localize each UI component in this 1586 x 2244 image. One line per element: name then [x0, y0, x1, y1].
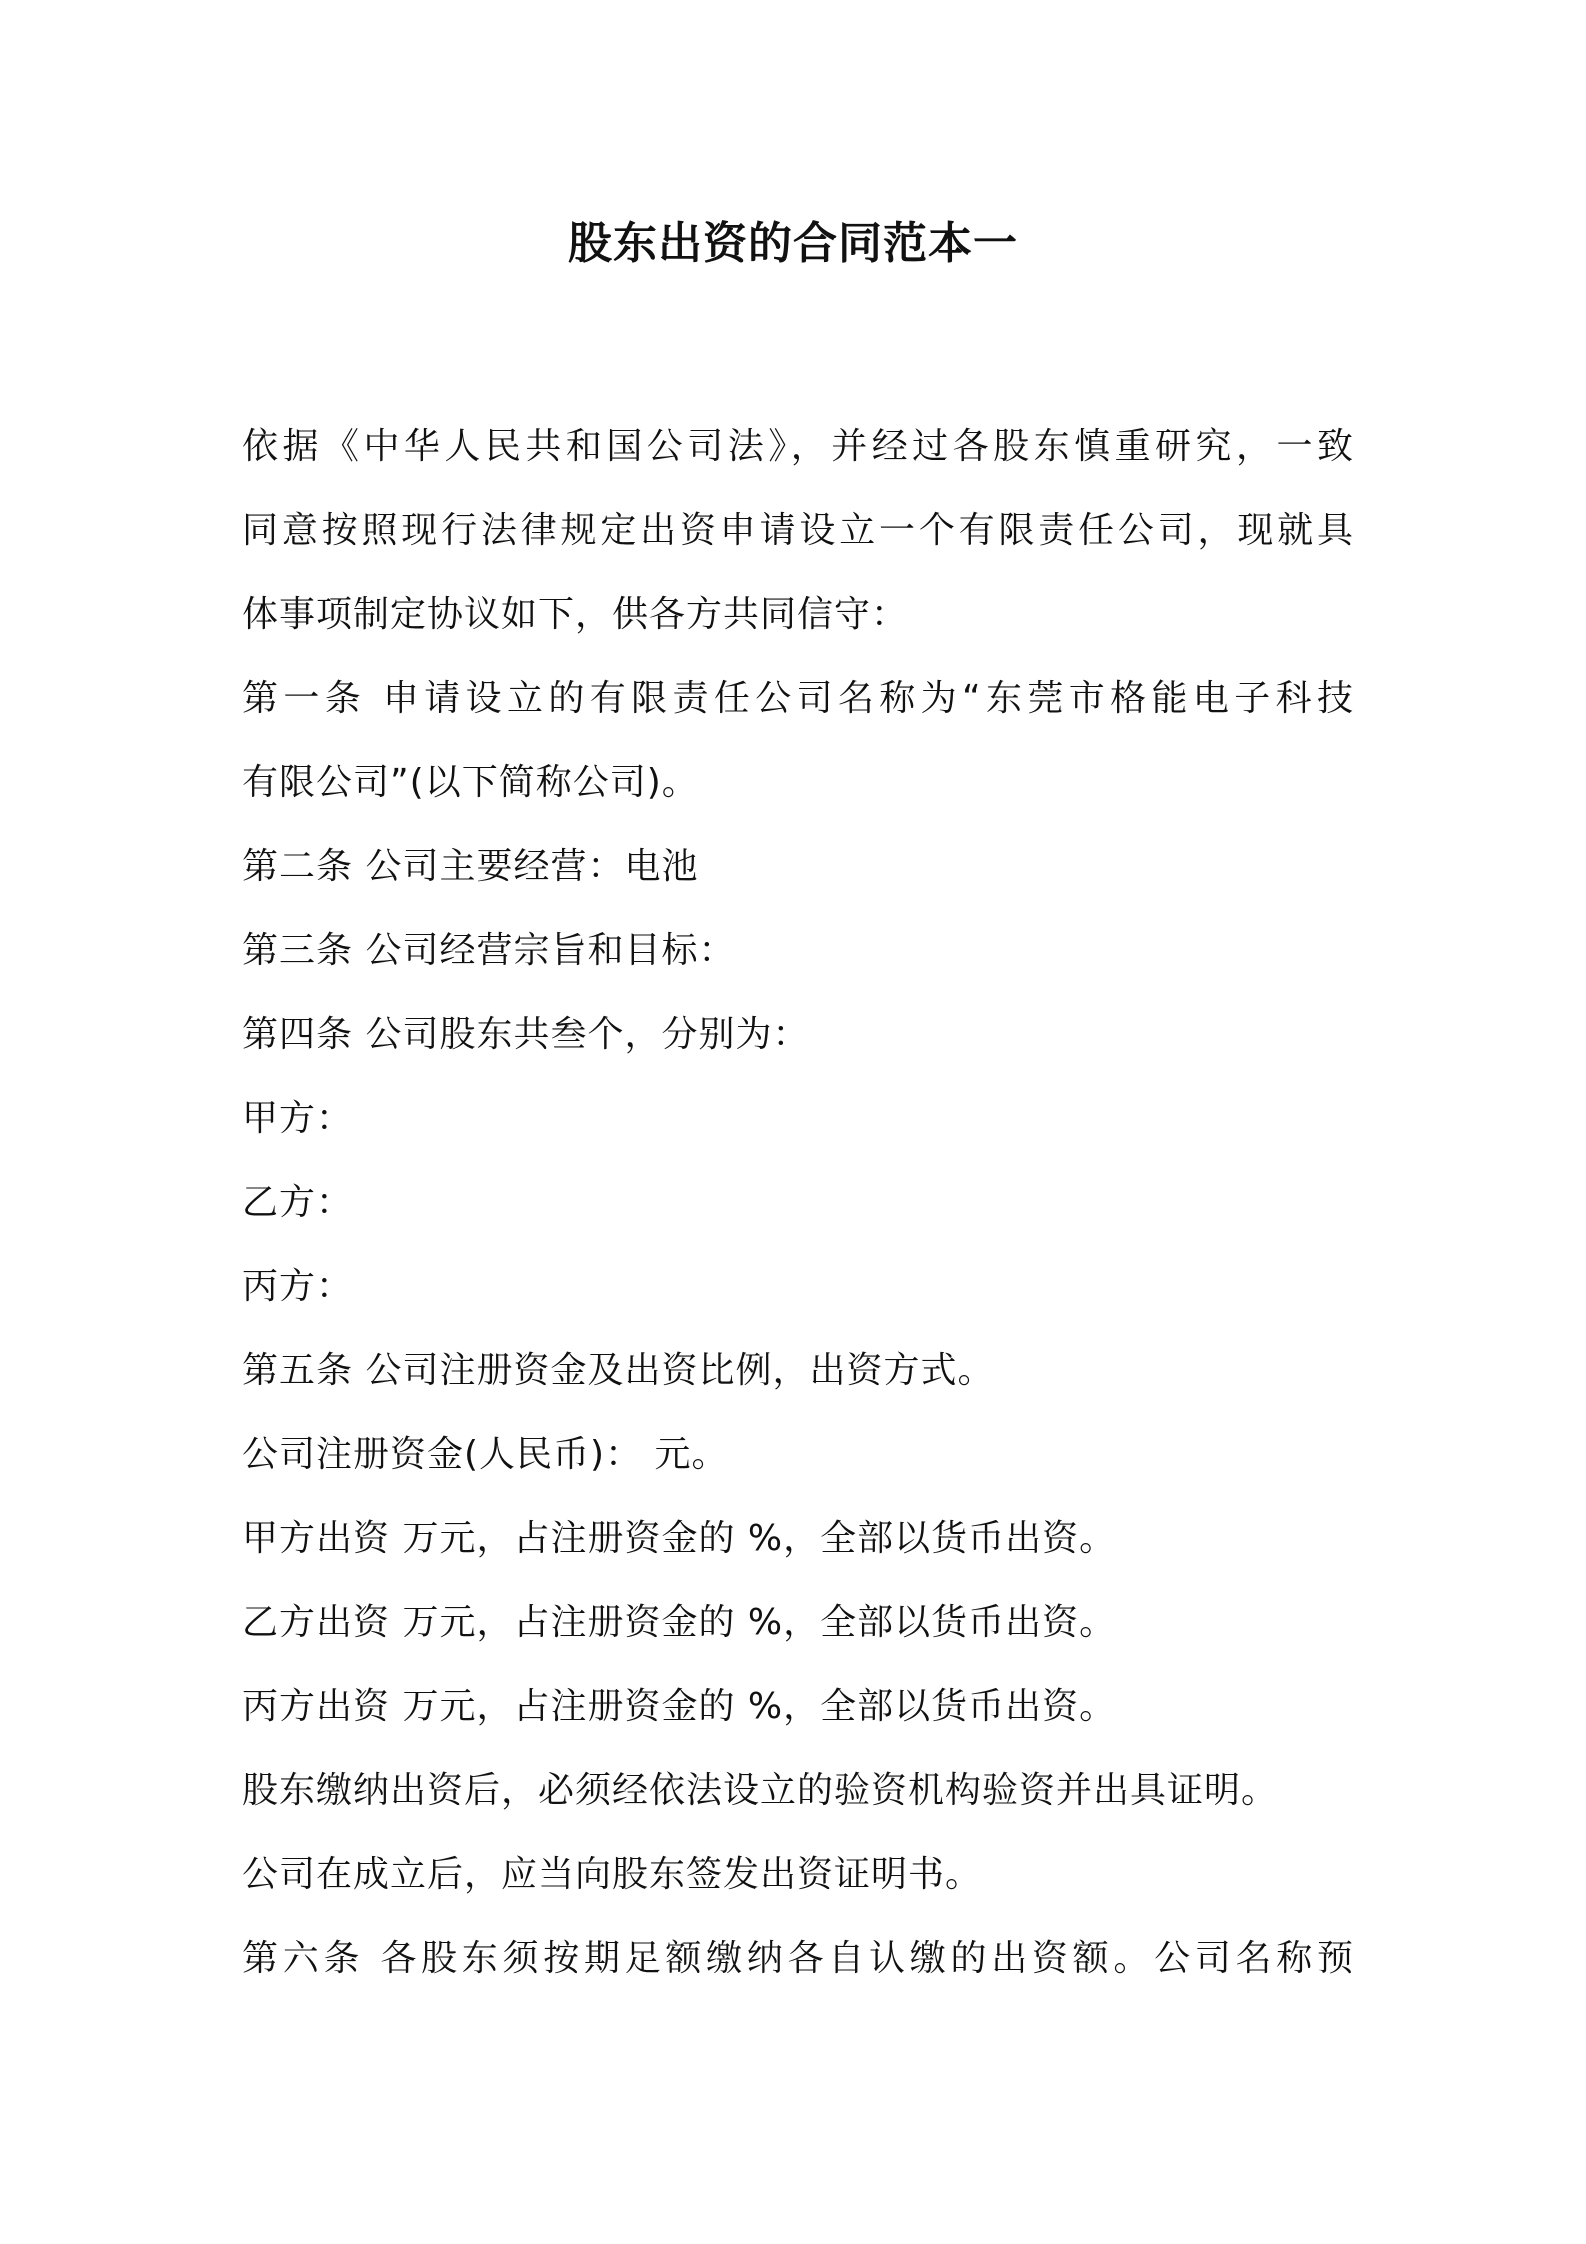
paragraph-line: 股东缴纳出资后，必须经依法设立的验资机构验资并出具证明。: [242, 1770, 1279, 1811]
registered-capital-line: 公司注册资金(人民币)： 元。: [242, 1434, 729, 1475]
article-1-line: 有限公司”(以下简称公司)。: [242, 762, 699, 803]
party-c-contribution-line: 丙方出资 万元，占注册资金的 %，全部以货币出资。: [242, 1686, 1117, 1727]
paragraph-line: 依据《中华人民共和国公司法》，并经过各股东慎重研究，一致: [242, 426, 1354, 467]
article-5-line: 第五条 公司注册资金及出资比例，出资方式。: [242, 1350, 995, 1391]
article-2-line: 第二条 公司主要经营：电池: [242, 846, 699, 887]
party-b-line: 乙方：: [242, 1182, 354, 1223]
paragraph-line: 公司在成立后，应当向股东签发出资证明书。: [242, 1854, 983, 1895]
party-c-line: 丙方：: [242, 1266, 354, 1307]
party-a-line: 甲方：: [242, 1098, 354, 1139]
paragraph-line: 体事项制定协议如下，供各方共同信守：: [242, 594, 909, 635]
document-body: [242, 405, 1362, 2001]
article-4-line: 第四条 公司股东共叁个，分别为：: [242, 1014, 810, 1055]
article-6-line: 第六条 各股东须按期足额缴纳各自认缴的出资额。公司名称预: [242, 1938, 1354, 1979]
article-1-line: 第一条 申请设立的有限责任公司名称为“东莞市格能电子科技: [242, 678, 1354, 719]
document-title: 股东出资的合同范本一: [568, 218, 1018, 269]
paragraph-line: 同意按照现行法律规定出资申请设立一个有限责任公司，现就具: [242, 510, 1354, 551]
party-a-contribution-line: 甲方出资 万元，占注册资金的 %，全部以货币出资。: [242, 1518, 1117, 1559]
party-b-contribution-line: 乙方出资 万元，占注册资金的 %，全部以货币出资。: [242, 1602, 1117, 1643]
article-3-line: 第三条 公司经营宗旨和目标：: [242, 930, 736, 971]
